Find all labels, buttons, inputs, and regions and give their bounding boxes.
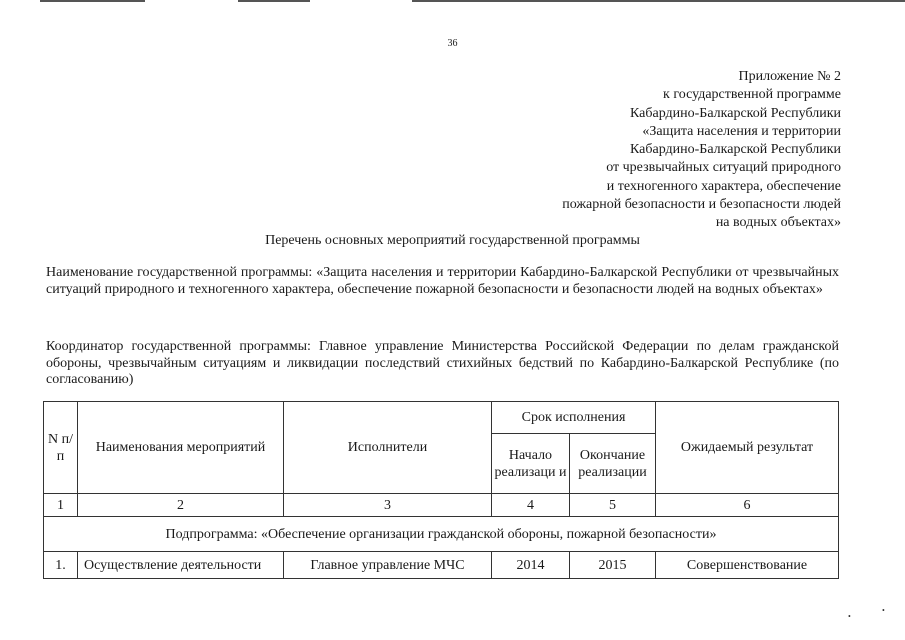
page-number: 36	[447, 38, 458, 49]
header-period: Срок исполнения	[492, 402, 656, 434]
scan-top-rule-middle	[238, 0, 310, 2]
document-title: Перечень основных мероприятий государственной программы	[265, 233, 640, 248]
row-result: Совершенствование	[656, 552, 839, 579]
coordinator-paragraph: Координатор государственной программы: Главное управление Министерства Российской Федерации по делам гражданской обороны, чрезвычайным ситуациям и ликвидации последствий стихийных бедствий по Кабардино-Балкарской Республике (по согласованию)	[46, 339, 839, 387]
appendix-line: на водных объектах»	[715, 215, 841, 231]
row-end: 2015	[570, 552, 656, 579]
row-name: Осуществление деятельности	[78, 552, 284, 579]
subprogram-row	[44, 517, 839, 552]
appendix-block	[481, 68, 841, 233]
appendix-line: Приложение № 2	[738, 69, 841, 84]
column-number: 2	[78, 494, 284, 517]
appendix-line: «Защита населения и территории	[642, 123, 841, 139]
appendix-line: и техногенного характера, обеспечение	[606, 178, 841, 194]
scan-speck-left: •	[848, 612, 851, 621]
header-start: Начало реализаци и	[492, 434, 570, 494]
column-number: 5	[570, 494, 656, 517]
header-end: Окончание реализации	[570, 434, 656, 494]
scan-top-rule-right	[412, 0, 905, 2]
appendix-line: Кабардино-Балкарской Республики	[630, 105, 841, 121]
column-number: 3	[284, 494, 492, 517]
column-number: 4	[492, 494, 570, 517]
scan-top-rule-left	[40, 0, 145, 2]
appendix-line: Кабардино-Балкарской Республики	[630, 142, 841, 158]
row-num: 1.	[44, 552, 78, 579]
program-name-paragraph: Наименование государственной программы: «Защита населения и территории Кабардино-Балкарской Республики от чрезвычайных ситуаций природного и техногенного характера, обеспечение пожарной безопасности и безопасности людей на водных объектах»	[46, 265, 839, 297]
header-executors: Исполнители	[284, 402, 492, 494]
row-executor: Главное управление МЧС	[284, 552, 492, 579]
column-number: 6	[656, 494, 839, 517]
row-start: 2014	[492, 552, 570, 579]
scan-speck-right: •	[882, 606, 885, 615]
header-name: Наименования мероприятий	[78, 402, 284, 494]
appendix-line: к государственной программе	[663, 87, 841, 103]
header-num: N п/п	[44, 402, 78, 494]
column-number: 1	[44, 494, 78, 517]
measures-table	[43, 401, 839, 579]
column-number-row	[44, 494, 839, 517]
header-result: Ожидаемый результат	[656, 402, 839, 494]
appendix-line: от чрезвычайных ситуаций природного	[606, 160, 841, 176]
subprogram-title: Подпрограмма: «Обеспечение организации гражданской обороны, пожарной безопасности»	[44, 517, 839, 552]
appendix-line: пожарной безопасности и безопасности людей	[562, 197, 841, 213]
table-row	[44, 552, 839, 579]
